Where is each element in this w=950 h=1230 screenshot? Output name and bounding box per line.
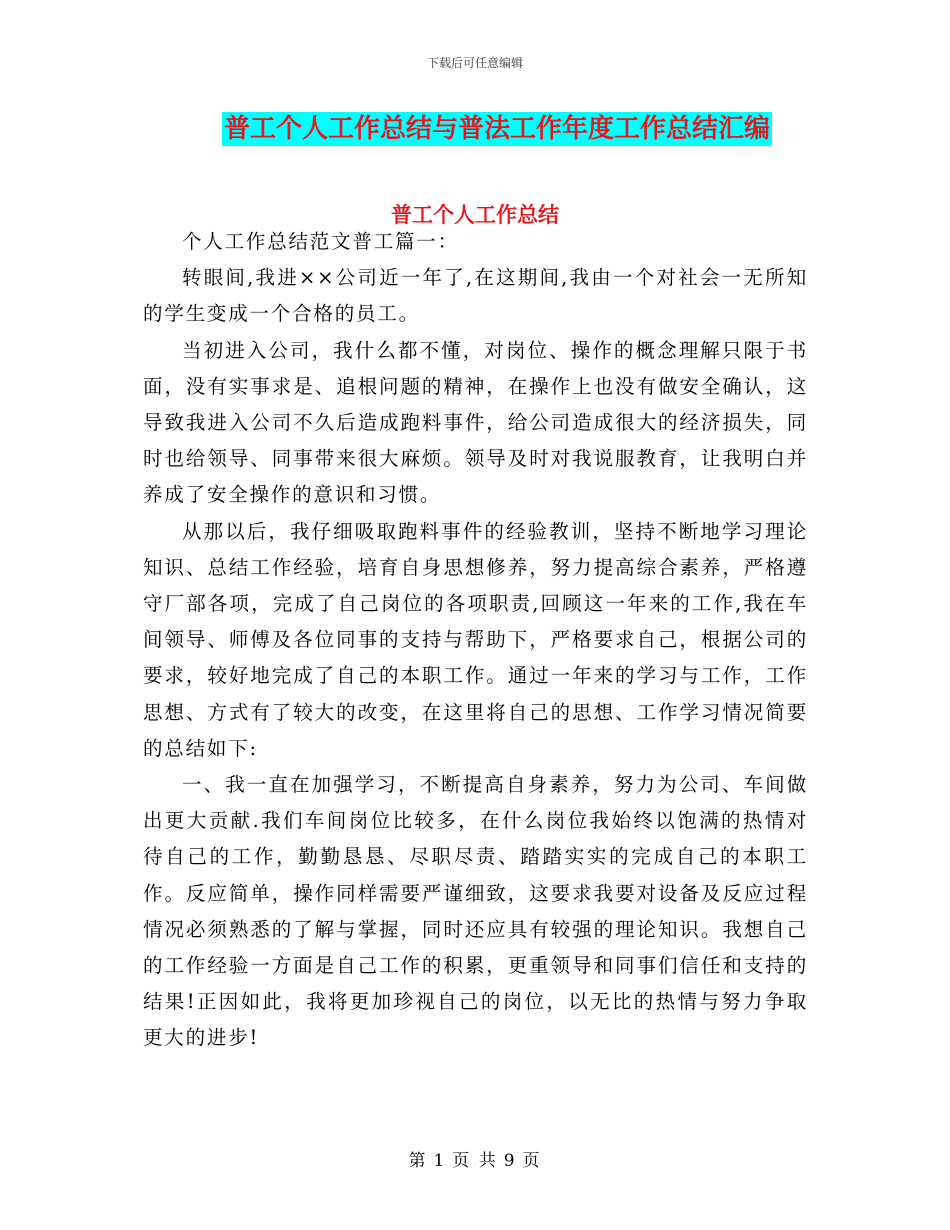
paragraph: 个人工作总结范文普工篇一： xyxy=(182,230,459,253)
footer-prefix: 第 xyxy=(408,1151,428,1171)
paragraph: 从那以后，我仔细吸取跑料事件的经验教训，坚持不断地学习理论知识、总结工作经验，培育自身思想修养，努力提高综合素养，严格遵守厂部各项，完成了自己岗位的各项职责,回顾这一年来的工作,我在车间领导、师傅及各位同事的支持与帮助下，严格要求自己，根据公司的要求，较好地完成了自己的本职工作。通过一年来的学习与工作，工作思想、方式有了较大的改变，在这里将自己的思想、工作学习情况简要的总结如下: xyxy=(143,519,808,760)
paragraph: 当初进入公司，我什么都不懂，对岗位、操作的概念理解只限于书面，没有实事求是、追根问题的精神，在操作上也没有做安全确认，这导致我进入公司不久后造成跑料事件，给公司造成很大的经济损失，同时也给领导、同事带来很大麻烦。领导及时对我说服教育，让我明白并养成了安全操作的意识和习惯。 xyxy=(143,338,808,507)
document-body xyxy=(143,224,808,1057)
page-footer xyxy=(0,1146,950,1171)
page-number: 1 xyxy=(433,1151,447,1171)
total-pages: 9 xyxy=(503,1151,517,1171)
document-title: 普工个人工作总结与普法工作年度工作总结汇编 xyxy=(224,114,771,144)
footer-mid: 页 共 xyxy=(452,1151,498,1171)
paragraph: 转眼间,我进××公司近一年了,在这期间,我由一个对社会一无所知的学生变成一个合格的员工。 xyxy=(143,266,808,326)
paragraph: 一、我一直在加强学习，不断提高自身素养，努力为公司、车间做出更大贡献.我们车间岗位比较多，在什么岗位我始终以饱满的热情对待自己的工作，勤勤恳恳、尽职尽责、踏踏实实的完成自己的本职工作。反应简单，操作同样需要严谨细致，这要求我要对设备及反应过程情况必须熟悉的了解与掌握，同时还应具有较强的理论知识。我想自己的工作经验一方面是自己工作的积累，更重领导和同事们信任和支持的结果!正因如此，我将更加珍视自己的岗位，以无比的热情与努力争取更大的进步! xyxy=(143,773,808,1050)
section-title: 普工个人工作总结 xyxy=(391,202,559,227)
footer-suffix: 页 xyxy=(522,1151,542,1171)
header-note: 下载后可任意编辑 xyxy=(426,56,523,70)
